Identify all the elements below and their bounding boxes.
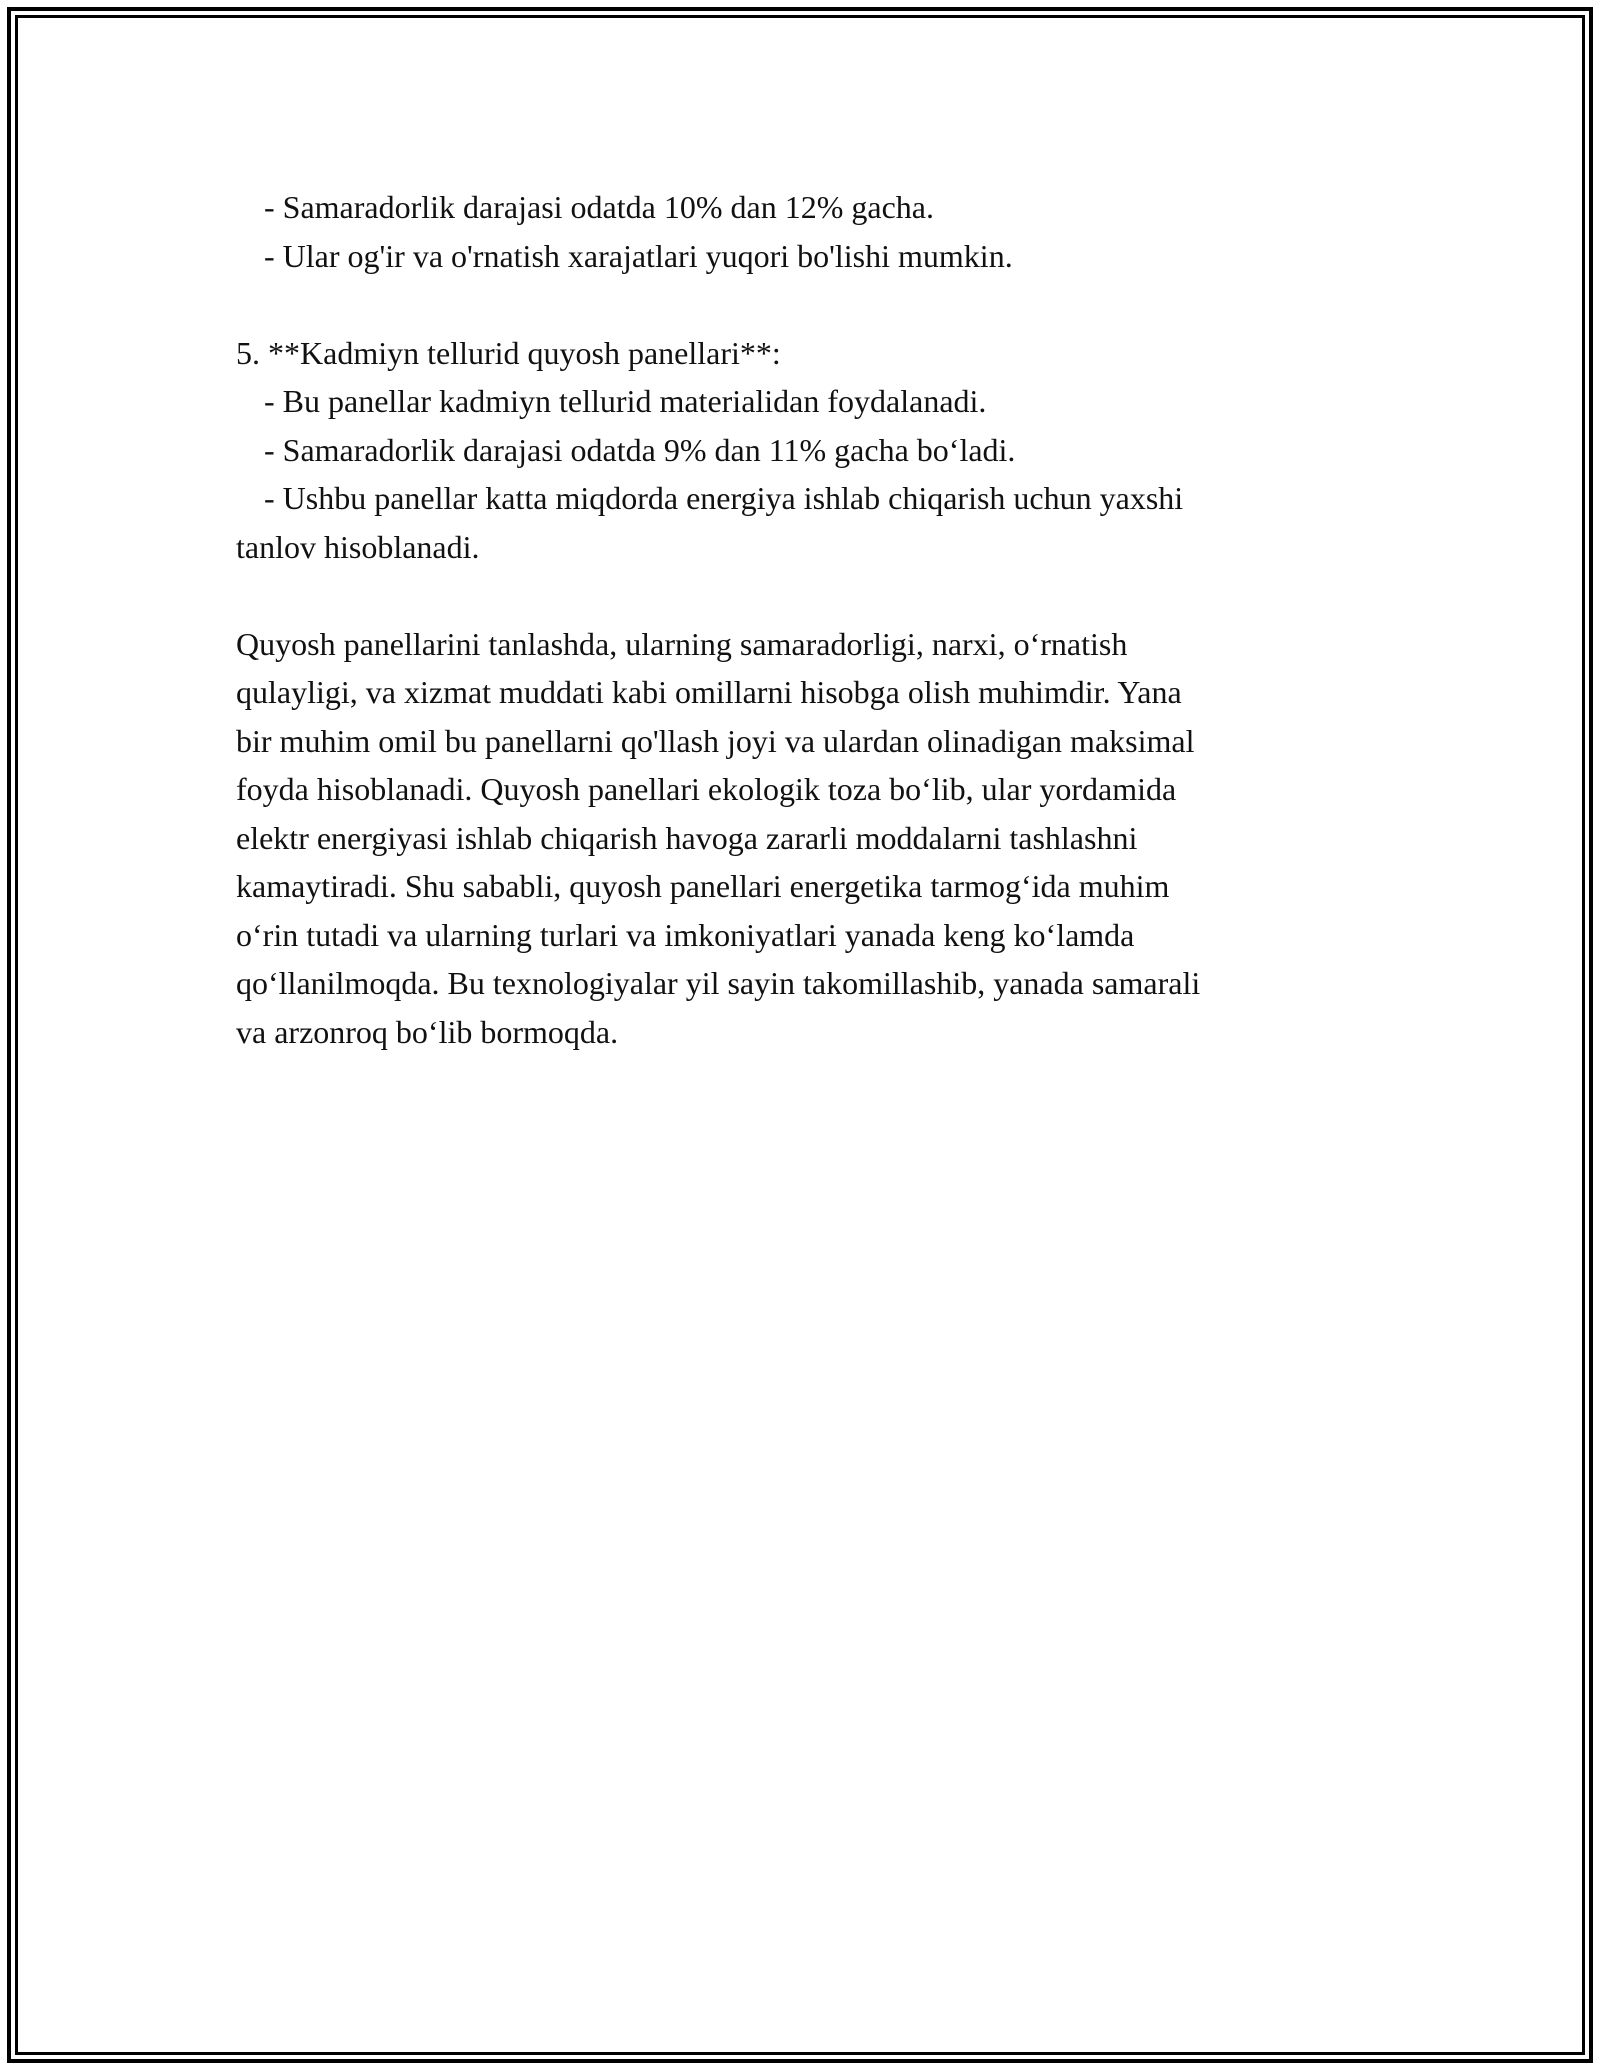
- section5-heading: 5. **Kadmiyn tellurid quyosh panellari**:: [236, 334, 781, 371]
- section5-bullet-efficiency: - Samaradorlik darajasi odatda 9% dan 11% gacha bo‘ladi.: [264, 431, 1016, 468]
- conclusion-line: va arzonroq bo‘lib bormoqda.: [236, 1013, 619, 1050]
- section4-bullet-efficiency: - Samaradorlik darajasi odatda 10% dan 12% gacha.: [264, 189, 934, 225]
- conclusion-line: foyda hisoblanadi. Quyosh panellari ekologik toza bo‘lib, ular yordamida: [236, 771, 1177, 807]
- section5-bullet-choice: - Ushbu panellar katta miqdorda energiya ishlab chiqarish uchun yaxshi: [264, 480, 1184, 516]
- section4-bullet-weight: - Ular og'ir va o'rnatish xarajatlari yuqori bo'lishi mumkin.: [264, 237, 1013, 274]
- conclusion-line: qo‘llanilmoqda. Bu texnologiyalar yil sayin takomillashib, yanada samarali: [236, 965, 1201, 1001]
- conclusion-paragraph: [236, 620, 1356, 1057]
- section5: [236, 329, 1356, 572]
- conclusion-line: qulayligi, va xizmat muddati kabi omillarni hisobga olish muhimdir. Yana: [236, 674, 1182, 710]
- document-body: [236, 183, 1356, 1056]
- conclusion-line: elektr energiyasi ishlab chiqarish havoga zararli moddalarni tashlashni: [236, 819, 1138, 856]
- conclusion-line: o‘rin tutadi va ularning turlari va imkoniyatlari yanada keng ko‘lamda: [236, 916, 1135, 953]
- conclusion-line: bir muhim omil bu panellarni qo'llash joyi va ulardan olinadigan maksimal: [236, 722, 1195, 759]
- section5-bullet-choice-continued: tanlov hisoblanadi.: [236, 528, 480, 565]
- conclusion-line: Quyosh panellarini tanlashda, ularning samaradorligi, narxi, o‘rnatish: [236, 625, 1128, 662]
- section5-bullet-material: - Bu panellar kadmiyn tellurid materialidan foydalanadi.: [264, 383, 987, 419]
- conclusion-line: kamaytiradi. Shu sababli, quyosh panellari energetika tarmog‘ida muhim: [236, 868, 1170, 904]
